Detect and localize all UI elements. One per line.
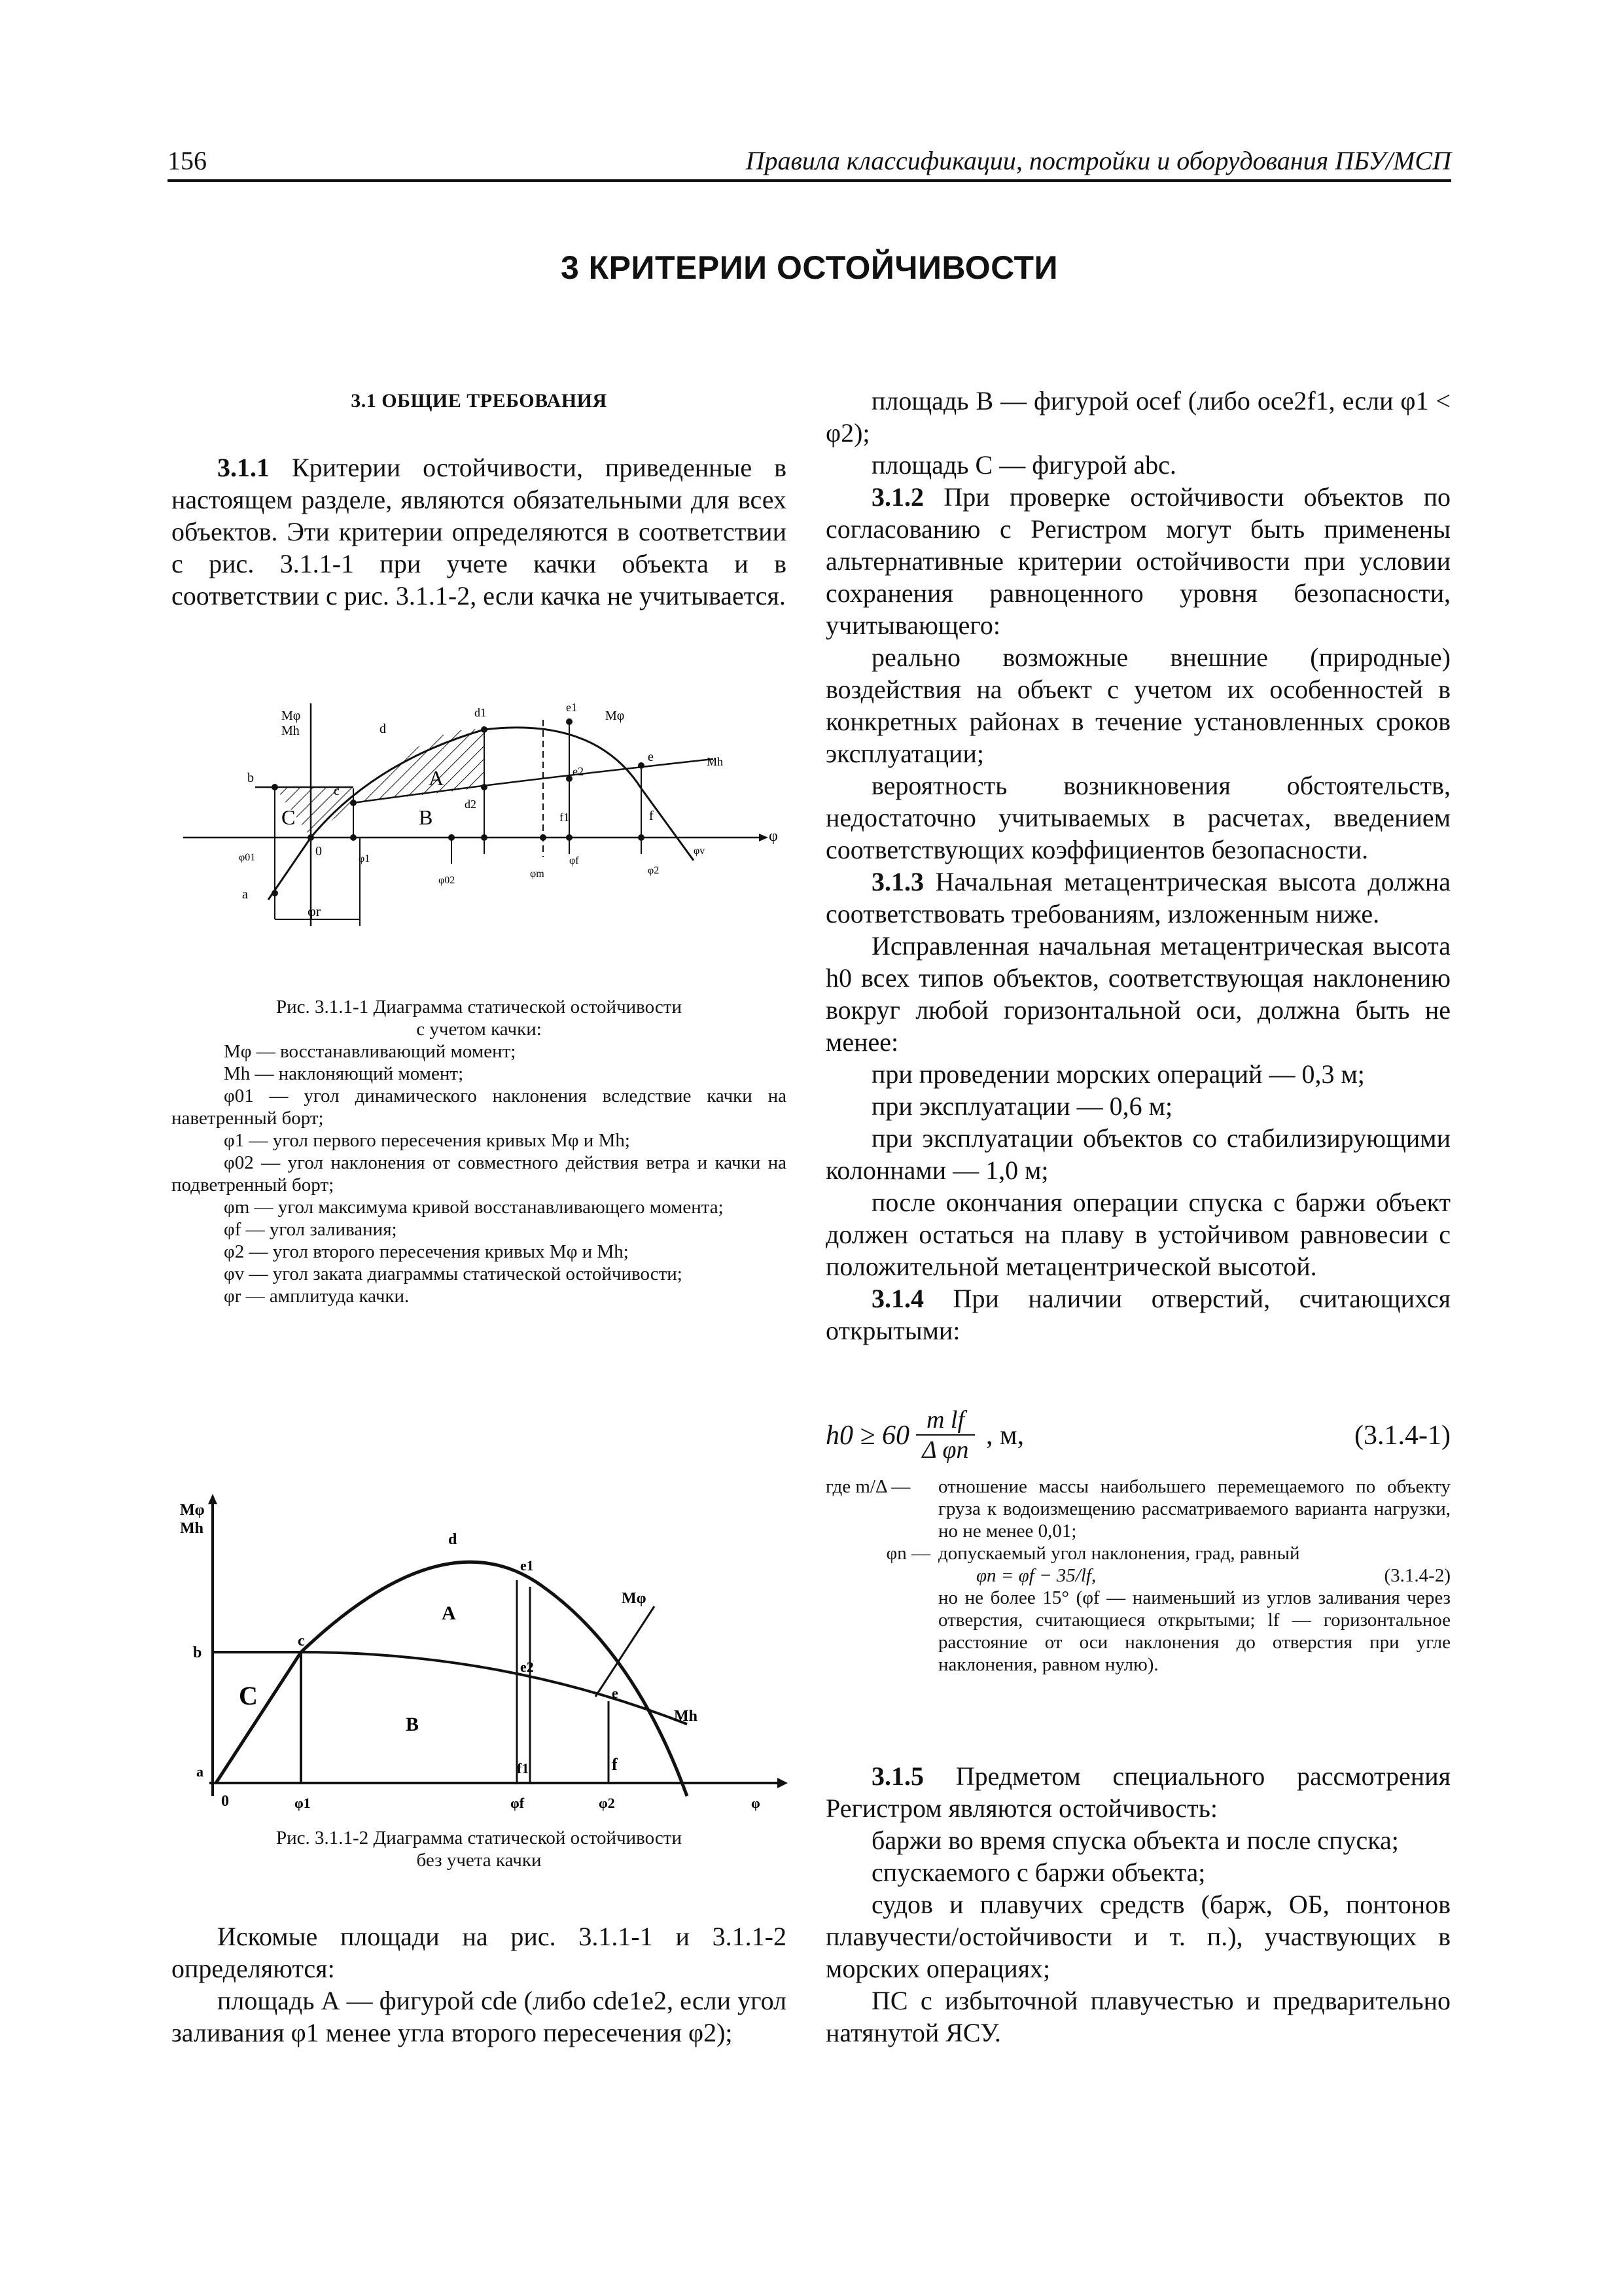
label-a: a bbox=[196, 1763, 203, 1780]
paragraph: спускаемого с баржи объекта; bbox=[872, 1858, 1206, 1887]
clause-number: 3.1.2 bbox=[872, 482, 924, 512]
legend-item: φr — амплитуда качки. bbox=[224, 1286, 410, 1307]
legend-item: φv — угол заката диаграммы статической остойчивости; bbox=[224, 1263, 682, 1284]
paragraph-3-1-5 bbox=[826, 1760, 1451, 2049]
caption-title: Рис. 3.1.1-1 Диаграмма статической остойчивости bbox=[276, 997, 682, 1017]
label-phir: φr bbox=[308, 903, 321, 919]
label-d1: d1 bbox=[474, 706, 486, 719]
label-phi01: φ01 bbox=[239, 852, 256, 863]
clause-text: Предметом специального рассмотрения Регистром являются остойчивость: bbox=[826, 1761, 1451, 1823]
formula-number: (3.1.4-2) bbox=[1384, 1565, 1451, 1586]
areas-intro: Искомые площади на рис. 3.1.1-1 и 3.1.1-2 определяются: bbox=[171, 1922, 786, 1983]
paragraph: ПС с избыточной плавучестью и предварительно натянутой ЯСУ. bbox=[826, 1986, 1451, 2047]
clause-text: При наличии отверстий, считающихся открытыми: bbox=[826, 1284, 1451, 1345]
label-area-c: C bbox=[239, 1681, 258, 1710]
figure-3-1-1-2 bbox=[177, 1489, 792, 1822]
figure-3-1-1-1 bbox=[177, 690, 792, 965]
label-phif: φf bbox=[510, 1795, 525, 1811]
label-f: f bbox=[649, 809, 654, 823]
paragraph: при эксплуатации — 0,6 м; bbox=[872, 1091, 1173, 1121]
clause-number: 3.1.3 bbox=[872, 867, 924, 896]
label-area-a: A bbox=[429, 766, 444, 790]
caption-title: Рис. 3.1.1-2 Диаграмма статической остойчивости bbox=[276, 1828, 682, 1848]
area-a-definition: площадь А — фигурой cde (либо cde1e2, если угол заливания φ1 менее угла второго пересечения φ2); bbox=[171, 1986, 786, 2047]
label-m-phi: Mφ bbox=[180, 1502, 205, 1519]
paragraph: вероятность возникновения обстоятельств, недостаточно учитываемых в расчетах, введением соответствующих коэффициентов безопасности. bbox=[826, 771, 1451, 864]
label-phi1: φ1 bbox=[359, 853, 370, 864]
area-c-definition: площадь С — фигурой abc. bbox=[872, 450, 1176, 480]
paragraph: после окончания операции спуска с баржи объект должен остаться на плаву в устойчивом равновесии с положительной метацентрической высотой. bbox=[826, 1188, 1451, 1281]
formula-number: (3.1.4-1) bbox=[1354, 1421, 1451, 1451]
page-header bbox=[167, 145, 1451, 182]
label-area-b: B bbox=[419, 805, 433, 829]
label-m-phi-curve: Mφ bbox=[622, 1590, 646, 1607]
where-text: отношение массы наибольшего перемещаемого по объекту груза к водоизмещению рассматриваемого варианта нагрузки, но не менее 0,01; bbox=[938, 1476, 1451, 1542]
clause-text: Начальная метацентрическая высота должна соответствовать требованиям, изложенным ниже. bbox=[826, 867, 1451, 928]
label-area-a: A bbox=[442, 1602, 456, 1624]
label-phi1: φ1 bbox=[294, 1795, 311, 1811]
formula-lhs: h0 ≥ 60 bbox=[826, 1421, 910, 1451]
running-title: Правила классификации, постройки и оборудования ПБУ/МСП bbox=[745, 146, 1451, 175]
label-m-h-curve: Mh bbox=[674, 1708, 697, 1725]
label-m-h: Mh bbox=[281, 724, 300, 738]
figure-2-caption bbox=[171, 1827, 786, 1871]
label-f: f bbox=[612, 1755, 618, 1774]
where-label: где m/Δ — bbox=[826, 1476, 911, 1497]
caption-subtitle: с учетом качки: bbox=[416, 1019, 542, 1040]
where-label: φn — bbox=[886, 1543, 930, 1564]
label-area-b: B bbox=[406, 1714, 419, 1735]
areas-paragraphs bbox=[171, 1920, 786, 2049]
clause-number: 3.1.4 bbox=[872, 1284, 924, 1313]
paragraph: судов и плавучих средств (барж, ОБ, понтонов плавучести/остойчивости и т. п.), участвующих в морских операциях; bbox=[826, 1890, 1451, 1983]
label-m-h-curve: Mh bbox=[707, 755, 724, 768]
label-m-h: Mh bbox=[180, 1520, 203, 1537]
label-b: b bbox=[193, 1644, 202, 1661]
legend-item: φ2 — угол второго пересечения кривых Mφ и Mh; bbox=[224, 1241, 629, 1262]
label-m-phi: Mφ bbox=[281, 709, 301, 723]
where-item-angle bbox=[826, 1542, 1451, 1739]
formula-3-1-4-1 bbox=[826, 1405, 1451, 1464]
label-d: d bbox=[448, 1531, 457, 1548]
label-a: a bbox=[242, 887, 248, 902]
paragraph: при проведении морских операций — 0,3 м; bbox=[872, 1059, 1365, 1089]
label-f1: f1 bbox=[559, 811, 569, 824]
label-phi2: φ2 bbox=[599, 1795, 615, 1811]
chapter-title: 3 КРИТЕРИИ ОСТОЙЧИВОСТИ bbox=[560, 249, 1059, 286]
label-e1: e1 bbox=[566, 701, 577, 714]
label-phi-axis: φ bbox=[751, 1795, 760, 1811]
area-b-definition: площадь В — фигурой ocef (либо oce2f1, если φ1 < φ2); bbox=[826, 386, 1451, 448]
label-phi02: φ02 bbox=[438, 875, 455, 886]
label-zero: 0 bbox=[315, 844, 322, 858]
label-d: d bbox=[379, 722, 386, 736]
label-phim: φm bbox=[530, 868, 544, 879]
clause-text: Критерии остойчивости, приведенные в настоящем разделе, являются обязательными для всех объектов. Эти критерии определяются в соответствии с рис. 3.1.1-1 при учете качки объекта и в соответствии с рис. 3.1.1-2, если качка не учитывается. bbox=[171, 453, 786, 610]
formula-3-1-4-2: φn = φf − 35/lf, bbox=[976, 1565, 1097, 1586]
label-phiv: φv bbox=[694, 845, 705, 857]
caption-subtitle: без учета качки bbox=[416, 1850, 542, 1871]
label-area-c: C bbox=[281, 805, 296, 829]
formula-unit: , м, bbox=[986, 1421, 1025, 1451]
where-item-mass-ratio bbox=[826, 1475, 1451, 1547]
label-e1: e1 bbox=[520, 1557, 534, 1574]
label-m-phi-curve: Mφ bbox=[605, 709, 625, 723]
legend-item: Mh — наклоняющий момент; bbox=[224, 1063, 464, 1084]
label-zero: 0 bbox=[221, 1793, 229, 1810]
clause-text: При проверке остойчивости объектов по согласованию с Регистром могут быть применены альтернативные критерии остойчивости при условии сохранения равноценного уровня безопасности, учитывающего: bbox=[826, 482, 1451, 640]
paragraph-3-1-1 bbox=[171, 451, 786, 612]
paragraph: при эксплуатации объектов со стабилизирующими колоннами — 1,0 м; bbox=[826, 1123, 1451, 1185]
legend-item: φ01 — угол динамического наклонения вследствие качки на наветренный борт; bbox=[171, 1086, 786, 1129]
legend-item: φ02 — угол наклонения от совместного действия ветра и качки на подветренный борт; bbox=[171, 1152, 786, 1195]
legend-item: Mφ — восстанавливающий момент; bbox=[224, 1041, 516, 1062]
legend-item: φ1 — угол первого пересечения кривых Mφ и Mh; bbox=[224, 1130, 630, 1151]
label-e: e bbox=[648, 750, 654, 764]
figure-1-caption bbox=[171, 996, 786, 1307]
label-phi-axis: φ bbox=[769, 828, 778, 845]
formula-denominator: Δ φn bbox=[922, 1436, 969, 1464]
label-d2: d2 bbox=[465, 798, 476, 811]
label-e2: e2 bbox=[520, 1659, 534, 1675]
label-f1: f1 bbox=[517, 1760, 529, 1776]
paragraph: баржи во время спуска объекта и после спуска; bbox=[872, 1826, 1399, 1855]
paragraph: Исправленная начальная метацентрическая высота h0 всех типов объектов, соответствующая наклонению вокруг любой горизонтальной оси, должна быть не менее: bbox=[826, 931, 1451, 1057]
clause-number: 3.1.5 bbox=[872, 1761, 924, 1791]
label-e2: e2 bbox=[573, 765, 584, 778]
clause-number: 3.1.1 bbox=[217, 453, 270, 482]
section-title: 3.1 ОБЩИЕ ТРЕБОВАНИЯ bbox=[351, 390, 607, 412]
label-e: e bbox=[612, 1685, 618, 1701]
legend-item: φm — угол максимума кривой восстанавливающего момента; bbox=[224, 1197, 724, 1218]
label-c: c bbox=[298, 1633, 305, 1650]
right-column bbox=[826, 385, 1451, 1347]
where-text: допускаемый угол наклонения, град, равный bbox=[938, 1543, 1300, 1564]
label-b: b bbox=[247, 771, 254, 785]
label-c: c bbox=[334, 784, 340, 798]
label-phif: φf bbox=[569, 855, 579, 866]
paragraph: реально возможные внешние (природные) воздействия на объект с учетом их особенностей в конкретных районах в течение установленных сроков эксплуатации; bbox=[826, 643, 1451, 768]
label-phi2: φ2 bbox=[648, 865, 660, 876]
legend-item: φf — угол заливания; bbox=[224, 1219, 397, 1240]
where-text: но не более 15° (φf — наименьший из углов заливания через отверстия, считающиеся открытыми; lf — горизонтальное расстояние от оси наклонения до отверстия при угле наклонения, равном нулю). bbox=[938, 1587, 1451, 1675]
formula-numerator: m lf bbox=[916, 1405, 975, 1436]
page-number: 156 bbox=[167, 146, 207, 175]
